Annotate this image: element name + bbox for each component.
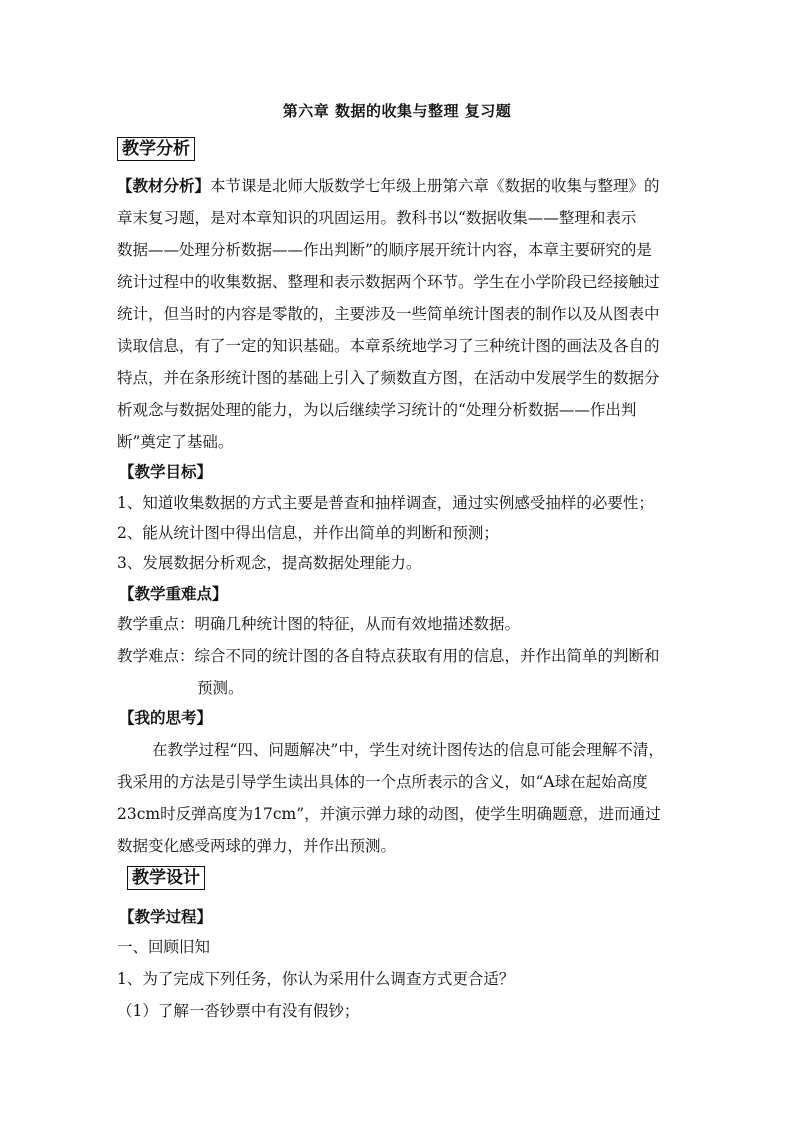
analysis-line: 特点，并在条形统计图的基础上引入了频数直方图，在活动中发展学生的数据分 [117, 369, 660, 387]
goal-item: 1、知道收集数据的方式主要是普查和抽样调查，通过实例感受抽样的必要性； [117, 494, 654, 512]
goals-heading: 【教学目标】 [119, 462, 213, 481]
question-1: 1、为了完成下列任务，你认为采用什么调查方式更合适？ [117, 970, 515, 988]
question-1a: （1）了解一沓钞票中有没有假钞； [117, 1002, 360, 1020]
goal-item: 2、能从统计图中得出信息，并作出简单的判断和预测； [117, 524, 499, 542]
difficulty-heading: 【教学重难点】 [119, 584, 228, 603]
difficult-point: 教学难点：综合不同的统计图的各自特点获取有用的信息，并作出简单的判断和 [117, 647, 660, 665]
section-heading-design: 教学设计 [127, 866, 205, 890]
thoughts-line: 在教学过程“四、问题解决”中，学生对统计图传达的信息可能会理解不清， [152, 741, 664, 759]
difficult-point-cont: 预测。 [197, 679, 244, 697]
page-title: 第六章 数据的收集与整理 复习题 [282, 102, 512, 120]
analysis-line: 数据——处理分析数据——作出判断”的顺序展开统计内容，本章主要研究的是 [117, 241, 652, 259]
thoughts-line: 23cm时反弹高度为17cm”，并演示弹力球的动图，使学生明确题意，进而通过 [117, 805, 661, 823]
analysis-label: 【教材分析】 [117, 176, 211, 195]
section-heading-analysis: 教学分析 [117, 137, 195, 161]
process-heading: 【教学过程】 [119, 907, 213, 926]
key-point: 教学重点：明确几种统计图的特征，从而有效地描述数据。 [117, 615, 521, 633]
analysis-first-text: 本节课是北师大版数学七年级上册第六章《数据的收集与整理》的 [210, 177, 660, 195]
thoughts-heading: 【我的思考】 [119, 708, 213, 727]
thoughts-line: 我采用的方法是引导学生读出具体的一个点所表示的含义，如“A球在起始高度 [117, 773, 648, 791]
analysis-line: 统计过程中的收集数据、整理和表示数据两个环节。学生在小学阶段已经接触过 [117, 273, 660, 291]
analysis-first-line [117, 174, 660, 196]
analysis-line: 读取信息，有了一定的知识基础。本章系统地学习了三种统计图的画法及各自的 [117, 337, 660, 355]
thoughts-line: 数据变化感受两球的弹力，并作出预测。 [117, 837, 397, 855]
analysis-line: 断”奠定了基础。 [117, 433, 234, 451]
analysis-line: 析观念与数据处理的能力，为以后继续学习统计的“处理分析数据——作出判 [117, 401, 637, 419]
review-heading: 一、回顾旧知 [117, 938, 211, 956]
analysis-line: 统计，但当时的内容是零散的，主要涉及一些简单统计图表的制作以及从图表中 [117, 305, 660, 323]
goal-item: 3、发展数据分析观念，提高数据处理能力。 [117, 554, 422, 572]
analysis-line: 章末复习题，是对本章知识的巩固运用。教科书以“数据收集——整理和表示 [117, 209, 637, 227]
